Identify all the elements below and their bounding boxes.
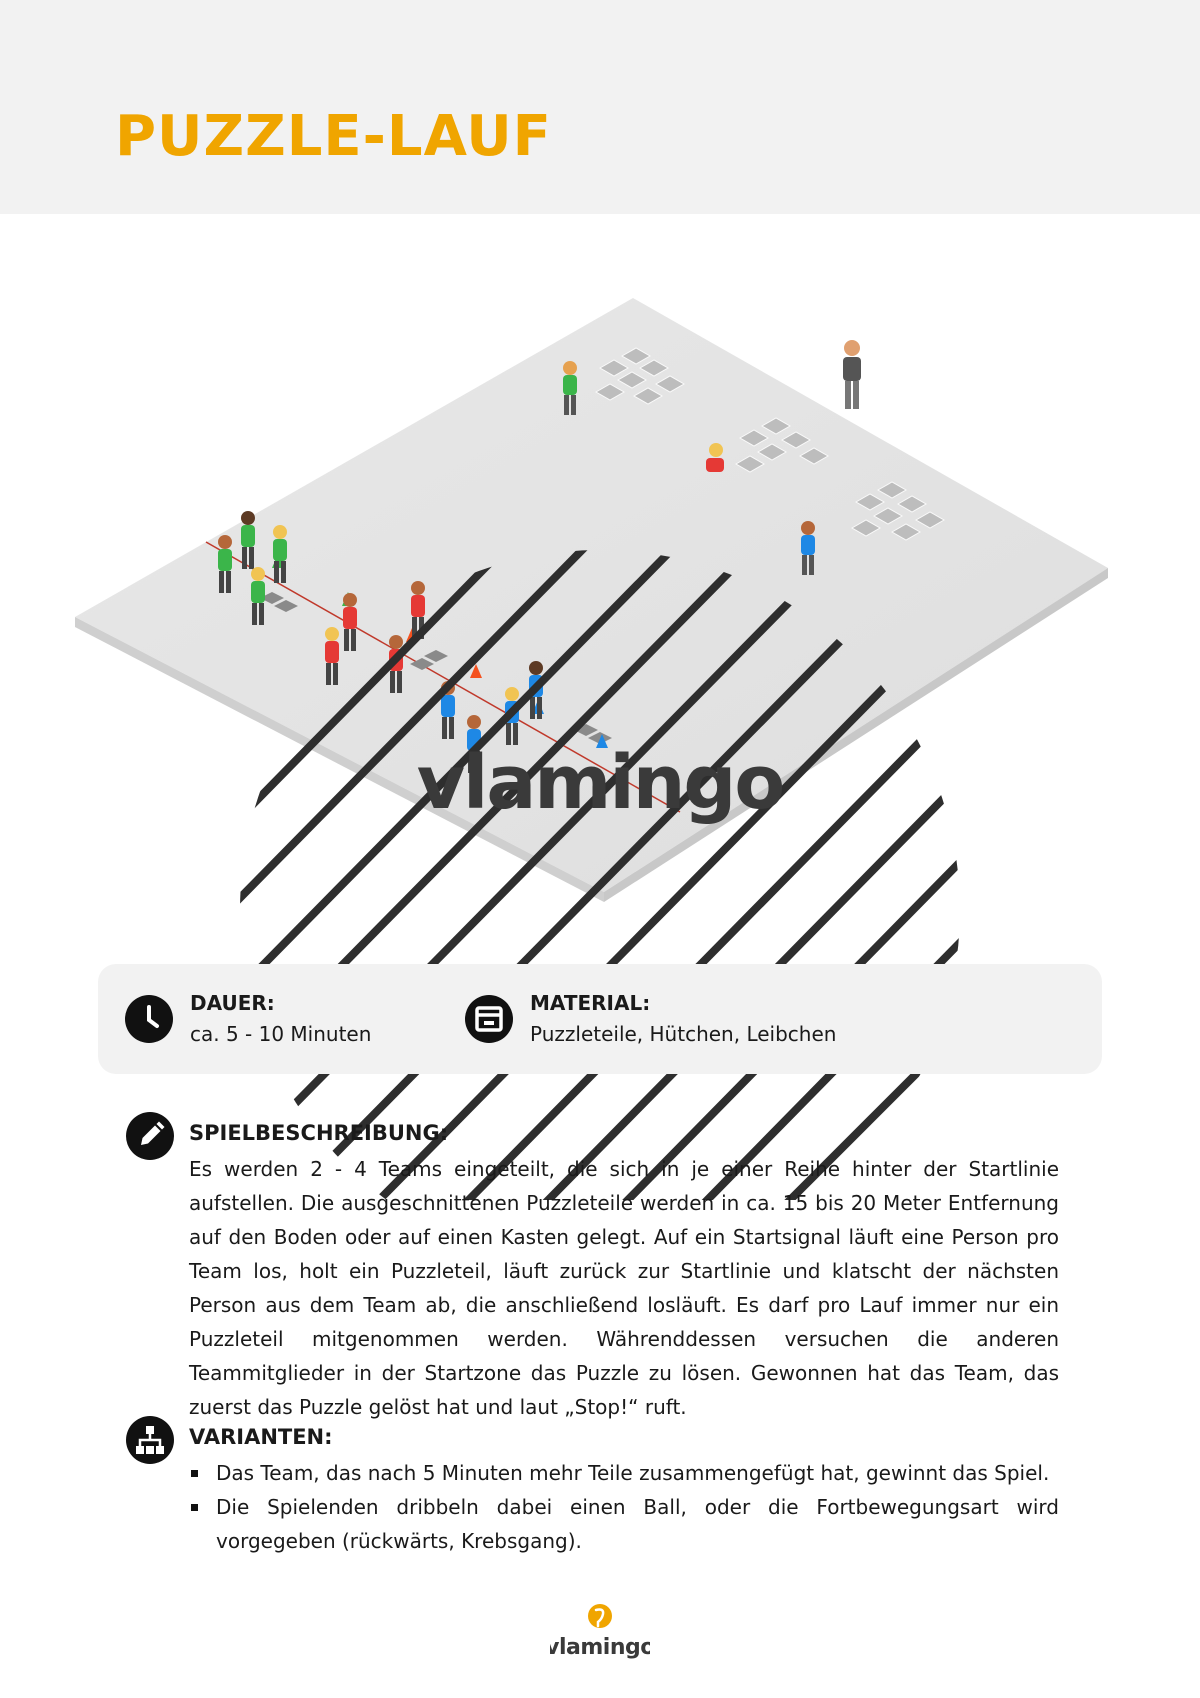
page-title: PUZZLE-LAUF (115, 104, 552, 169)
watermark-logo: vlamingo (416, 740, 784, 826)
page-header (0, 0, 1200, 214)
footer-logo-text: vlamingo (550, 1635, 650, 1660)
box-icon (465, 995, 513, 1043)
flamingo-icon (588, 1604, 612, 1628)
clock-icon (125, 995, 173, 1043)
variants-list (189, 1456, 1059, 1558)
hierarchy-icon (126, 1416, 174, 1464)
material-value: Puzzleteile, Hütchen, Leibchen (530, 1022, 837, 1046)
duration-value: ca. 5 - 10 Minuten (190, 1022, 372, 1046)
info-bar (98, 964, 1102, 1074)
material-label: MATERIAL: (530, 991, 651, 1015)
footer-logo (550, 1602, 650, 1682)
description-text: Es werden 2 - 4 Teams eingeteilt, die sich in je einer Reihe hinter der Startlinie aufstellen. Die ausgeschnittenen Puzzleteile werden in ca. 15 bis 20 Meter Entfernung auf den Boden oder auf einen Kasten gelegt. Auf ein Startsignal läuft eine Person pro Team los, holt ein Puzzleteil, läuft zurück zur Startlinie und klatscht der nächsten Person aus dem Team ab, die anschließend losläuft. Es darf pro Lauf immer nur ein Puzzleteil mitgenommen werden. Währenddessen versuchen die anderen Teammitglieder in der Startzone das Puzzle zu lösen. Gewonnen hat das Team, das zuerst das Puzzle gelöst hat und laut „Stop!“ ruft. (189, 1157, 1059, 1419)
variants-heading: VARIANTEN: (189, 1425, 333, 1449)
teacher (843, 340, 861, 409)
list-item: Das Team, das nach 5 Minuten mehr Teile zusammengefügt hat, gewinnt das Spiel. (189, 1456, 1059, 1490)
pencil-icon (126, 1112, 174, 1160)
list-item: Die Spielenden dribbeln dabei einen Ball, oder die Fortbewegungsart wird vorgegeben (rückwärts, Krebsgang). (189, 1490, 1059, 1558)
duration-label: DAUER: (190, 991, 275, 1015)
description-heading: SPIELBESCHREIBUNG: (189, 1121, 449, 1145)
